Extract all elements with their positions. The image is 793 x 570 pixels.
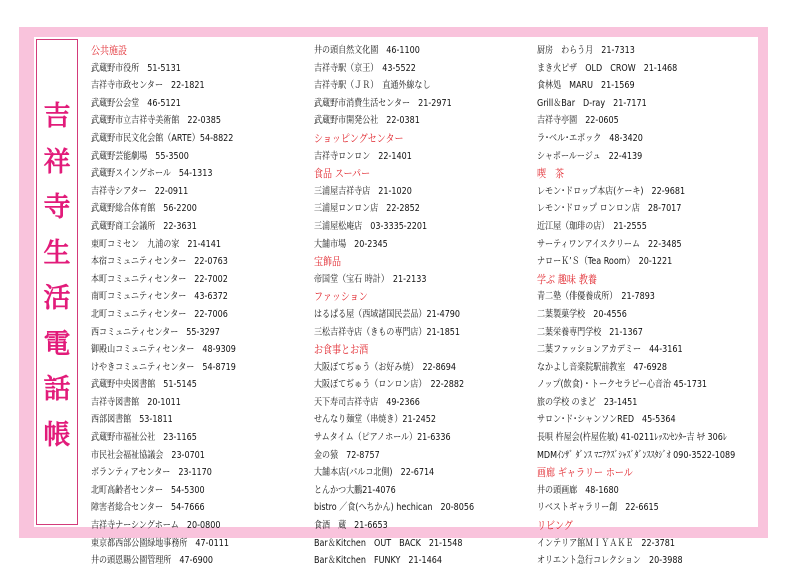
directory-entry: ボランティアセンター 23-1170 (91, 467, 212, 479)
directory-entry: オリエント急行コレクション 20-3988 (537, 555, 683, 567)
directory-entry: 武蔵野芸能劇場 55-3500 (91, 150, 189, 162)
directory-entry: 井の頭自然文化園 46-1100 (314, 45, 420, 56)
title-char: 生 (43, 237, 71, 269)
title-char: 電 (43, 328, 71, 360)
directory-entry: bistro ／食(へちかん) hechican 20-8056 (314, 502, 475, 514)
directory-entry: まき火ピザ OLD CROW 21-1468 (537, 62, 678, 74)
title-char: 吉 (43, 101, 71, 132)
section-heading: 公共施設 (91, 44, 128, 57)
title-char: 祥 (43, 146, 71, 178)
directory-entry: 長唄 杵屋会(杵屋佐敏) 41-0211ﾚｯｽﾝｾﾝﾀｰ吉 ｷﾁ 306ﾚ (537, 432, 727, 444)
directory-entry: 東京都西部公園緑地事務所 47-0111 (91, 537, 230, 549)
section-heading: 学ぶ 趣味 教養 (537, 272, 597, 286)
directory-entry: サロン･ド･シャンソンRED 45-5364 (537, 414, 676, 426)
directory-entry: 井の頭画廊 48-1680 (537, 484, 619, 496)
directory-column-3 (537, 42, 755, 570)
directory-entry: 障害者総合センター 54-7666 (91, 502, 205, 514)
directory-entry: ノップ(飲食)・トークセラピー心音治 45-1731 (537, 379, 708, 391)
directory-entry: 本宿コミュニティセンター 22-0763 (91, 256, 228, 268)
directory-entry: 西部図書館 53-1811 (91, 414, 173, 426)
directory-entry: ラ･ベル･エポック 48-3420 (537, 132, 643, 144)
section-heading: リビング (537, 519, 573, 533)
directory-column-2 (314, 42, 532, 570)
directory-entry: インテリア館ＭＩＹＡＫＥ 22-3781 (537, 537, 676, 549)
directory-entry: 吉祥寺ナーシングホーム 20-0800 (91, 520, 221, 532)
section-heading: 宝飾品 (314, 255, 342, 269)
directory-entry: リベストギャラリー創 22-6615 (537, 502, 659, 514)
title-box (36, 39, 78, 525)
directory-entry: 二葉製菓学校 20-4556 (537, 308, 627, 320)
directory-entry: 三浦屋ロンロン店 22-2852 (314, 203, 420, 215)
title-char: 寺 (43, 192, 71, 223)
directory-entry: 旅の学校 のまど 23-1451 (537, 396, 638, 408)
directory-entry: とんかつ大鵬21-4076 (314, 484, 396, 496)
directory-entry: 吉祥寺ロンロン 22-1401 (314, 150, 412, 162)
directory-entry: 帝国堂（宝石 時計） 21-2133 (314, 273, 427, 285)
directory-entry: レモン･ドロップ ロンロン店 28-7017 (537, 203, 682, 215)
directory-entry: レモン･ドロップ本店(ケーキ) 22-9681 (537, 185, 686, 197)
directory-entry: 武蔵野市消費生活センター 21-2971 (314, 97, 452, 109)
directory-entry: 御殿山コミュニティセンター 48-9309 (91, 344, 236, 356)
directory-entry: 井の頭恩賜公園管理所 47-6900 (91, 555, 213, 567)
directory-entry: 吉祥寺図書館 20-1011 (91, 396, 181, 408)
directory-entry: 東町コミセン 九浦の家 21-4141 (91, 238, 221, 250)
directory-entry: 本町コミュニティセンター 22-7002 (91, 273, 228, 285)
directory-entry: 食林処 MARU 21-1569 (537, 80, 635, 92)
directory-entry: 近江屋（珈琲の店） 21-2555 (537, 220, 647, 232)
title-char: 帳 (43, 419, 71, 451)
directory-entry: 吉祥寺シアター 22-0911 (91, 185, 189, 197)
directory-entry: 武蔵野市開発公社 22-0381 (314, 115, 420, 127)
directory-entry: 武蔵野総合体育館 56-2200 (91, 203, 197, 215)
directory-entry: 大阪ぼてぢゅう（お好み焼） 22-8694 (314, 361, 457, 373)
directory-entry: 金の猿 72-8757 (314, 449, 380, 461)
directory-entry: 大阪ぼてぢゅう（ロンロン店） 22-2882 (314, 379, 465, 391)
directory-entry: けやきコミュニティセンター 54-8719 (91, 361, 236, 373)
title-char: 話 (43, 374, 71, 405)
title-char: 活 (43, 283, 71, 314)
directory-column-1 (91, 42, 301, 570)
directory-entry: 三浦屋吉祥寺店 21-1020 (314, 185, 412, 197)
directory-entry: 二葉ファッションアカデミー 44-3161 (537, 344, 683, 356)
directory-entry: 三松吉祥寺店（きもの専門店）21-1851 (314, 326, 461, 338)
directory-entry: せんなり麺堂（串焼き）21-2452 (314, 414, 436, 426)
directory-entry: 武蔵野スイングホール 54-1313 (91, 168, 213, 180)
directory-entry: はるぱる屋（西域諸国民芸品）21-4790 (314, 308, 461, 320)
directory-entry: 南町コミュニティセンター 43-6372 (91, 291, 228, 303)
directory-entry: 北町高齢者センター 54-5300 (91, 484, 205, 496)
page-title (37, 94, 77, 458)
directory-entry: 北町コミュニティセンター 22-7006 (91, 308, 228, 320)
directory-entry: 三浦屋松庵店 03-3335-2201 (314, 220, 428, 232)
directory-entry: 天下寿司吉祥寺店 49-2366 (314, 396, 420, 408)
directory-entry: 武蔵野商工会議所 22-3631 (91, 220, 197, 232)
directory-entry: Bar＆Kitchen OUT BACK 21-1548 (314, 537, 463, 549)
directory-entry: 厨房 わらう月 21-7313 (537, 45, 635, 56)
section-heading: お食事とお酒 (314, 343, 369, 357)
directory-entry: サムタイム（ピアノホール）21-6336 (314, 432, 451, 444)
section-heading: ファッション (314, 290, 368, 304)
directory-entry: Grill＆Bar D-ray 21-7171 (537, 97, 647, 109)
directory-entry: 吉祥寺駅（京王） 43-5522 (314, 62, 416, 74)
section-heading: 食品 スーパー (314, 167, 371, 181)
directory-entry: サーティワンアイスクリーム 22-3485 (537, 238, 682, 250)
directory-entry: MDMｲﾝｻﾞ ﾀﾞﾝｽ ﾏﾆｱｸｽﾞｼｬｽﾞﾀﾞﾝｽｽﾀｼﾞｵ 090-3522-1089 (537, 449, 736, 461)
directory-entry: 武蔵野公会堂 46-5121 (91, 97, 181, 109)
directory-entry: なかよし音楽院駅前教室 47-6928 (537, 361, 667, 373)
directory-entry: 武蔵野市福祉公社 23-1165 (91, 432, 197, 444)
directory-entry: 食酒 蔵 21-6653 (314, 520, 388, 532)
directory-entry: 二葉栄養専門学校 21-1367 (537, 326, 643, 338)
directory-entry: Bar＆Kitchen FUNKY 21-1464 (314, 555, 442, 567)
directory-entry: 吉祥寺亭園 22-0605 (537, 115, 619, 127)
directory-entry: 市民社会福祉協議会 23-0701 (91, 449, 205, 461)
directory-entry: 吉祥寺駅（ＪＲ） 直通外線なし (314, 80, 431, 92)
directory-entry: ナローＫ’Ｓ（Tea Room） 20-1221 (537, 256, 673, 268)
section-heading: 画廊 ギャラリー ホール (537, 466, 633, 480)
section-heading: 喫 茶 (537, 167, 565, 181)
directory-entry: シャポールージュ 22-4139 (537, 150, 643, 162)
directory-entry: 武蔵野中央図書館 51-5145 (91, 379, 197, 391)
directory-entry: 武蔵野市役所 51-5131 (91, 62, 181, 74)
directory-entry: 武蔵野市立吉祥寺美術館 22-0385 (91, 115, 221, 127)
directory-entry: 大舗市場 20-2345 (314, 238, 388, 250)
directory-entry: 青二塾（俳優養成所） 21-7893 (537, 291, 655, 303)
directory-entry: 西コミュニティセンター 55-3297 (91, 326, 220, 338)
directory-entry: 大舗本店(パルコ北側) 22-6714 (314, 467, 435, 479)
directory-entry: 吉祥寺市政センター 22-1821 (91, 80, 205, 92)
section-heading: ショッピングセンター (314, 131, 404, 145)
directory-entry: 武蔵野市民文化会館（ARTE）54-8822 (91, 132, 234, 144)
